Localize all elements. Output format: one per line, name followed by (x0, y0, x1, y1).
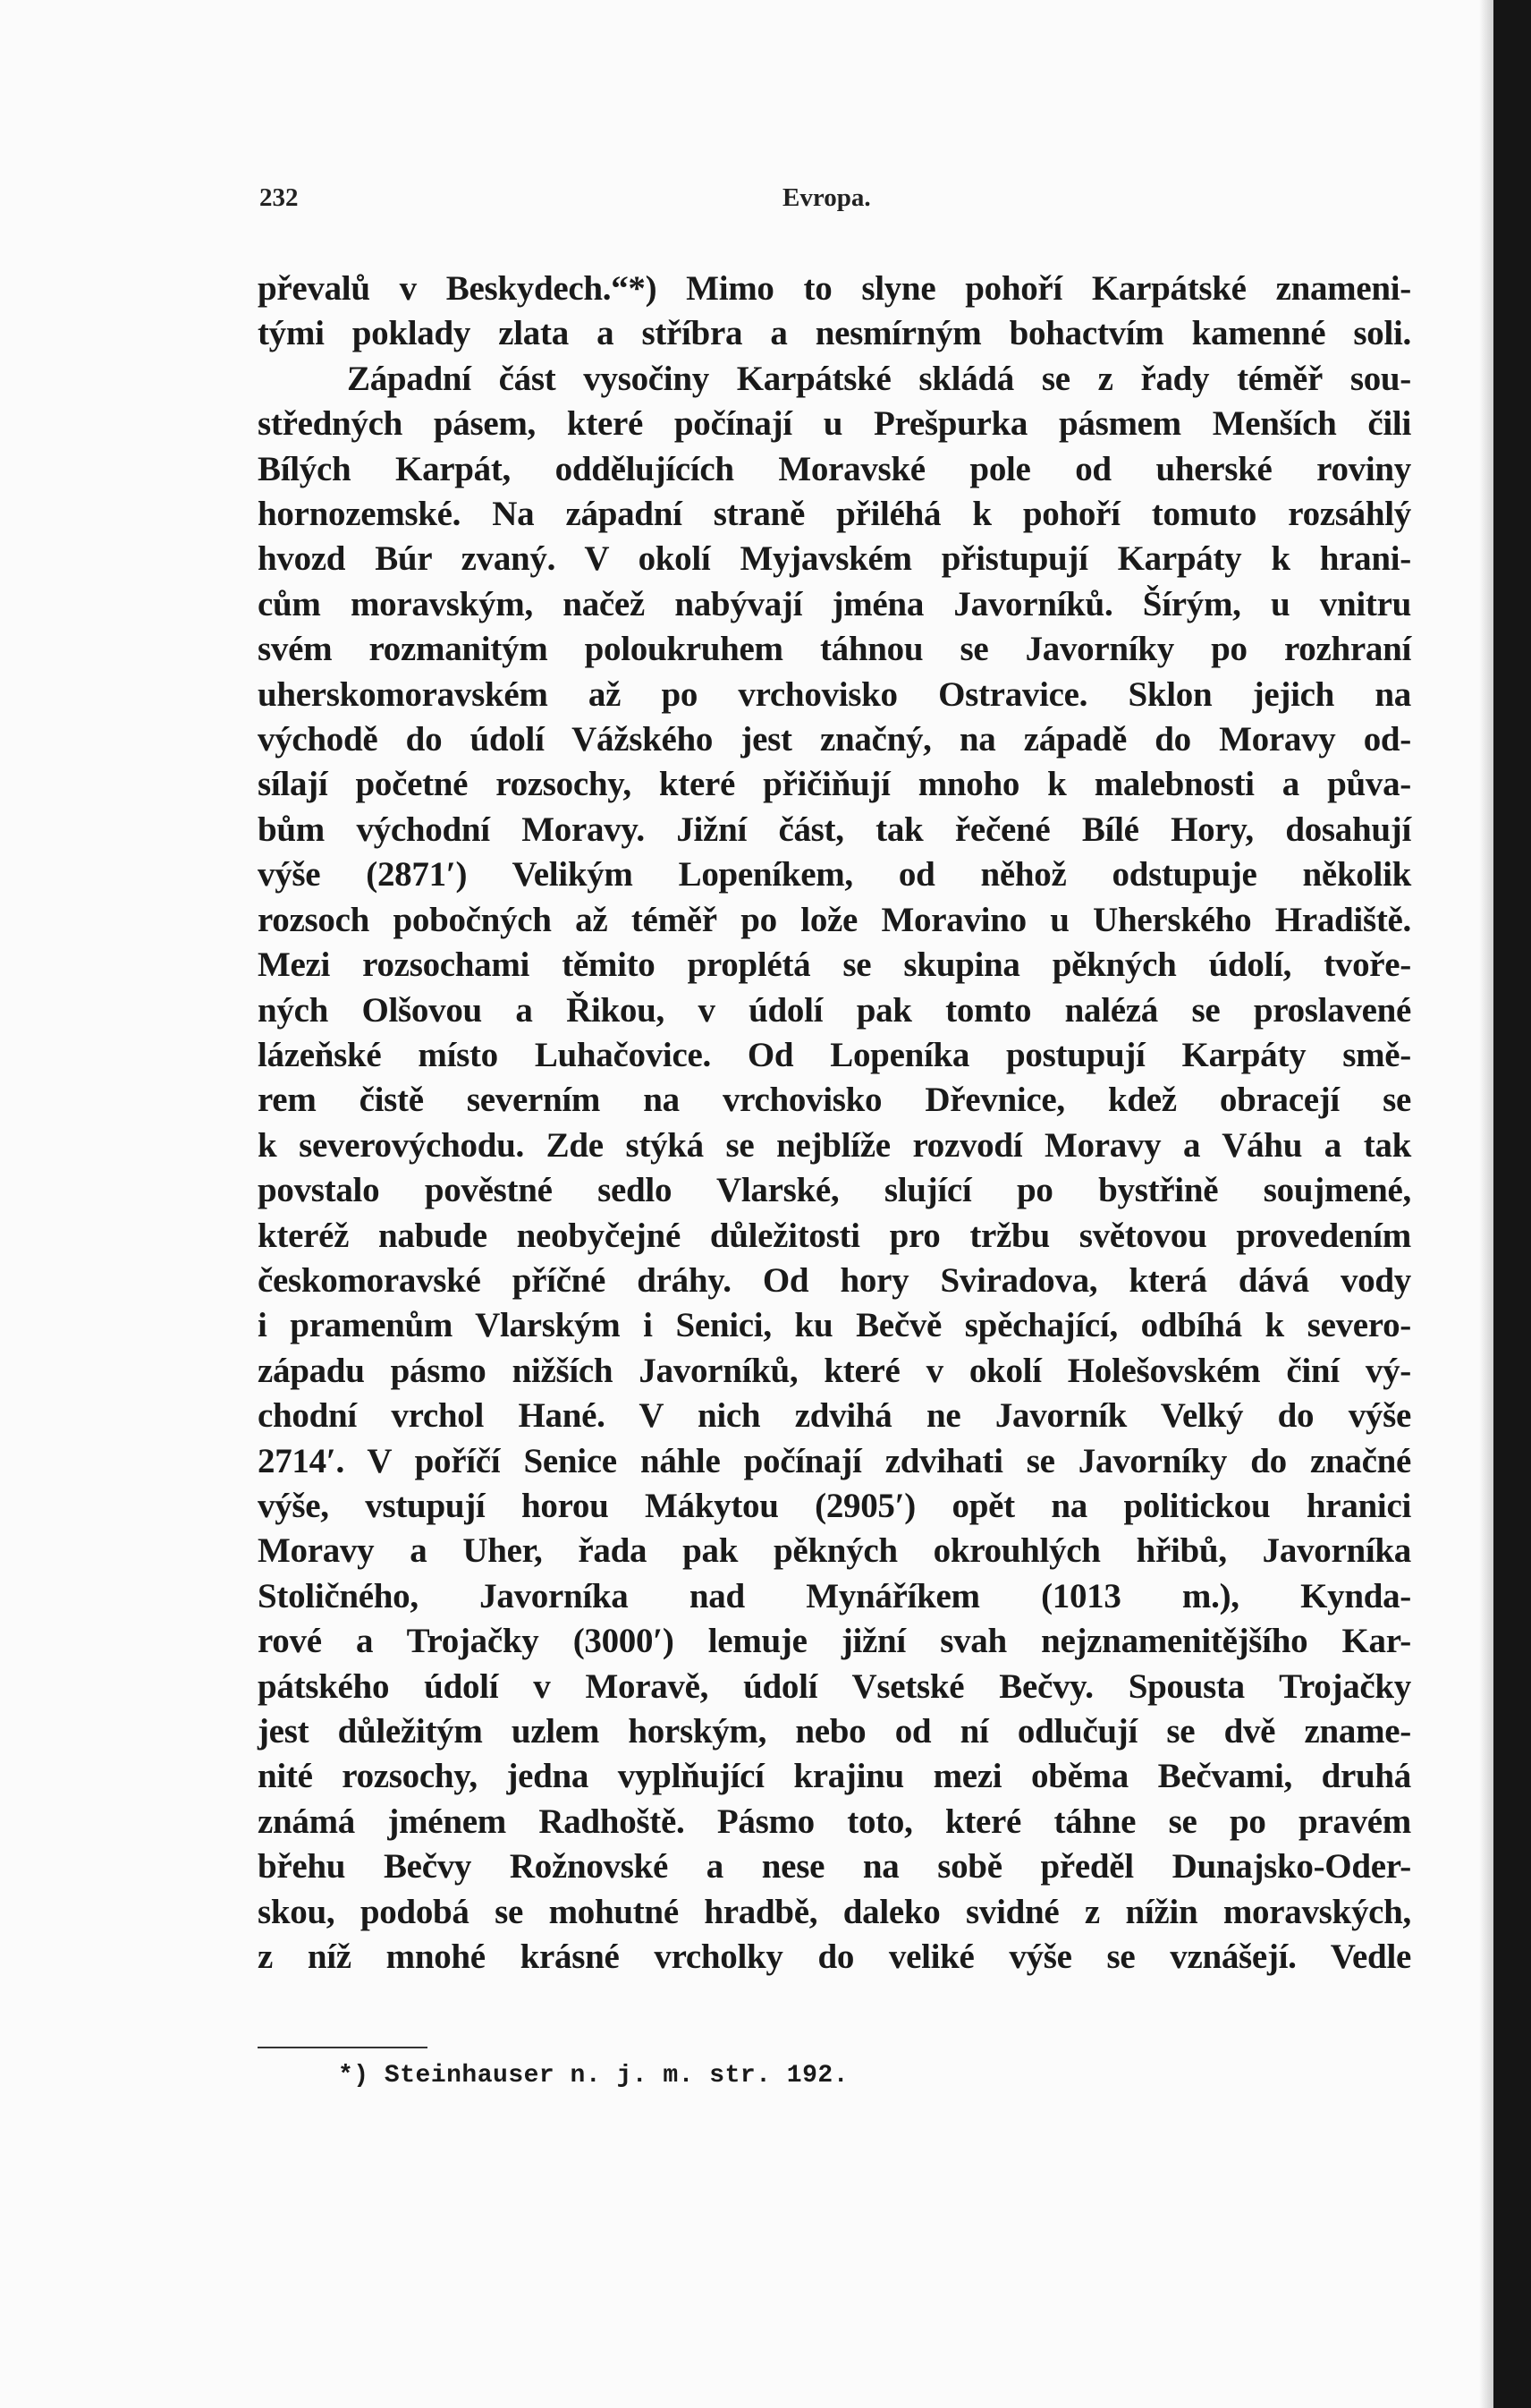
text-line: rozsoch pobočných až téměř po lože Moravino u Uherského Hradiště. (258, 900, 1411, 939)
text-line: západu pásmo nižších Javorníků, které v okolí Holešovském činí vý- (258, 1351, 1411, 1390)
text-line: známá jménem Radhoště. Pásmo toto, které táhne se po pravém (258, 1802, 1411, 1841)
text-line: cům moravským, načež nabývají jména Javorníků. Šírým, u vnitru (258, 584, 1411, 623)
text-line: uherskomoravském až po vrchovisko Ostravice. Sklon jejich na (258, 674, 1411, 714)
text-line: středných pásem, které počínají u Prešpurka pásmem Menších čili (258, 404, 1411, 444)
page-header (259, 183, 1413, 219)
text-line: skou, podobá se mohutné hradbě, daleko svidné z nížin moravských, (258, 1892, 1411, 1931)
text-line: Západní část vysočiny Karpátské skládá se z řady téměř sou- (347, 359, 1411, 398)
text-line: chodní vrchol Hané. V nich zdvihá ne Javorník Velký do výše (258, 1396, 1411, 1436)
text-line: rem čistě severním na vrchovisko Dřevnice, kdež obracejí se (258, 1081, 1411, 1120)
text-line: sílají početné rozsochy, které přičiňují mnoho k malebnosti a půva- (258, 765, 1411, 804)
text-line: Moravy a Uher, řada pak pěkných okrouhlých hřibů, Javorníka (258, 1531, 1411, 1571)
text-line: hornozemské. Na západní straně přiléhá k pohoří tomuto rozsáhlý (258, 495, 1411, 534)
text-line: převalů v Beskydech.“*) Mimo to slyne pohoří Karpátské znameni- (258, 269, 1411, 308)
text-line: nité rozsochy, jedna vyplňující krajinu mezi oběma Bečvami, druhá (258, 1757, 1411, 1796)
text-line: pátského údolí v Moravě, údolí Vsetské Bečvy. Spousta Trojačky (258, 1666, 1411, 1706)
page-number: 232 (259, 183, 299, 212)
text-line: k severovýchodu. Zde stýká se nejblíže rozvodí Moravy a Váhu a tak (258, 1125, 1411, 1165)
text-line: rové a Trojačky (3000′) lemuje jižní svah nejznamenitějšího Kar- (258, 1622, 1411, 1661)
text-line: tými poklady zlata a stříbra a nesmírným bohactvím kamenné soli. (258, 314, 1411, 353)
text-line: břehu Bečvy Rožnovské a nese na sobě předěl Dunajsko-Oder- (258, 1847, 1411, 1887)
text-line: 2714′. V poříčí Senice náhle počínají zdvihati se Javorníky do značné (258, 1441, 1411, 1480)
footnote: *) Steinhauser n. j. m. str. 192. (338, 2062, 849, 2090)
text-line: českomoravské příčné dráhy. Od hory Sviradova, která dává vody (258, 1260, 1411, 1300)
text-line: kteréž nabude neobyčejné důležitosti pro tržbu světovou provedením (258, 1216, 1411, 1255)
text-line: ných Olšovou a Řikou, v údolí pak tomto nalézá se proslavené (258, 990, 1411, 1030)
text-line: výše (2871′) Velikým Lopeníkem, od něhož odstupuje několik (258, 855, 1411, 895)
text-line: lázeňské místo Luhačovice. Od Lopeníka postupují Karpáty smě- (258, 1035, 1411, 1074)
text-line: východě do údolí Vážského jest značný, na západě do Moravy od- (258, 720, 1411, 759)
text-line: svém rozmanitým poloukruhem táhnou se Javorníky po rozhraní (258, 630, 1411, 669)
text-line: Mezi rozsochami těmito proplétá se skupina pěkných údolí, tvoře- (258, 945, 1411, 985)
text-line: jest důležitým uzlem horským, nebo od ní odlučují se dvě zname- (258, 1712, 1411, 1751)
body-text (258, 267, 1411, 1980)
text-line: výše, vstupují horou Mákytou (2905′) opět na politickou hranici (258, 1486, 1411, 1525)
text-line: z níž mnohé krásné vrcholky do veliké výše se vznášejí. Vedle (258, 1937, 1411, 1977)
text-line: Stoličného, Javorníka nad Mynáříkem (1013 m.), Kynda- (258, 1576, 1411, 1615)
running-head: Evropa. (782, 183, 871, 212)
text-line: bům východní Moravy. Jižní část, tak řečené Bílé Hory, dosahují (258, 810, 1411, 849)
text-line: i pramenům Vlarským i Senici, ku Bečvě spěchající, odbíhá k severo- (258, 1306, 1411, 1345)
page-edge-gradient (1479, 0, 1493, 2408)
footnote-divider (258, 2047, 427, 2048)
page-edge-shadow (1493, 0, 1531, 2408)
text-line: Bílých Karpát, oddělujících Moravské pole od uherské roviny (258, 449, 1411, 488)
text-line: povstalo pověstné sedlo Vlarské, slující po bystřině soujmené, (258, 1171, 1411, 1210)
text-line: hvozd Búr zvaný. V okolí Myjavském přistupují Karpáty k hrani- (258, 539, 1411, 579)
